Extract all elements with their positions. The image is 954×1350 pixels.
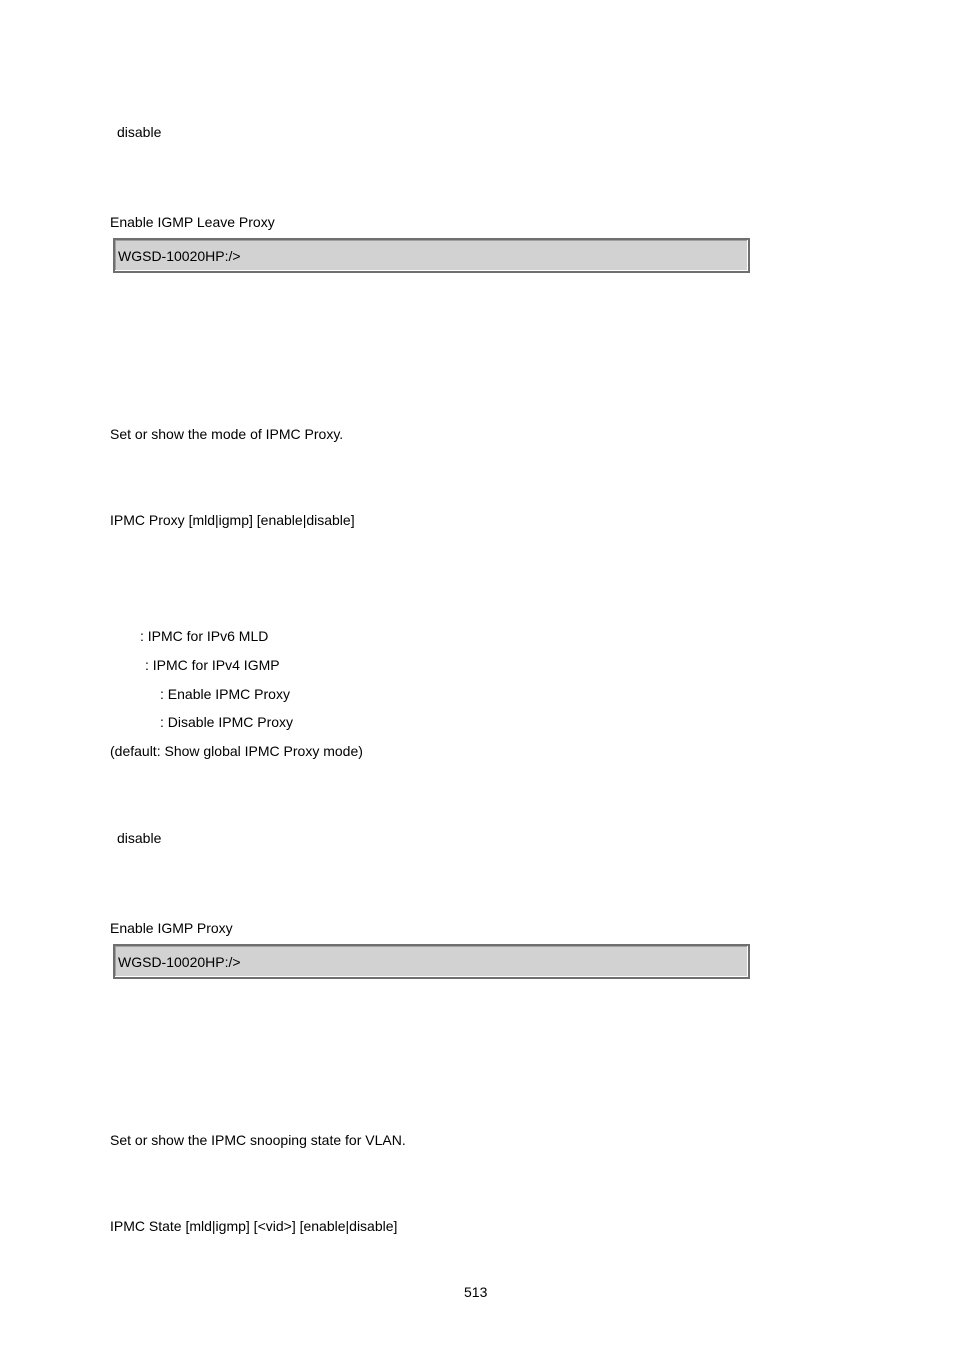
command-example-box — [113, 944, 750, 979]
command-syntax: IPMC Proxy [mld|igmp] [enable|disable] — [110, 512, 355, 528]
cli-prompt: WGSD-10020HP:/> — [118, 954, 241, 970]
command-description: Set or show the mode of IPMC Proxy. — [110, 426, 344, 442]
param-default-note: (default: Show global IPMC Proxy mode) — [110, 743, 363, 759]
example-label: Enable IGMP Leave Proxy — [110, 214, 275, 230]
command-syntax: IPMC State [mld|igmp] [<vid>] [enable|disable] — [110, 1218, 398, 1234]
param-mld: : IPMC for IPv6 MLD — [140, 628, 269, 644]
command-description: Set or show the IPMC snooping state for VLAN. — [110, 1132, 406, 1148]
param-igmp: : IPMC for IPv4 IGMP — [145, 657, 280, 673]
default-value: disable — [117, 830, 162, 846]
page-number: 513 — [464, 1284, 488, 1300]
command-example-box — [113, 238, 750, 273]
default-value: disable — [117, 124, 162, 140]
param-disable: : Disable IPMC Proxy — [160, 714, 294, 730]
cli-prompt: WGSD-10020HP:/> — [118, 248, 241, 264]
param-enable: : Enable IPMC Proxy — [160, 686, 290, 702]
example-label: Enable IGMP Proxy — [110, 920, 233, 936]
